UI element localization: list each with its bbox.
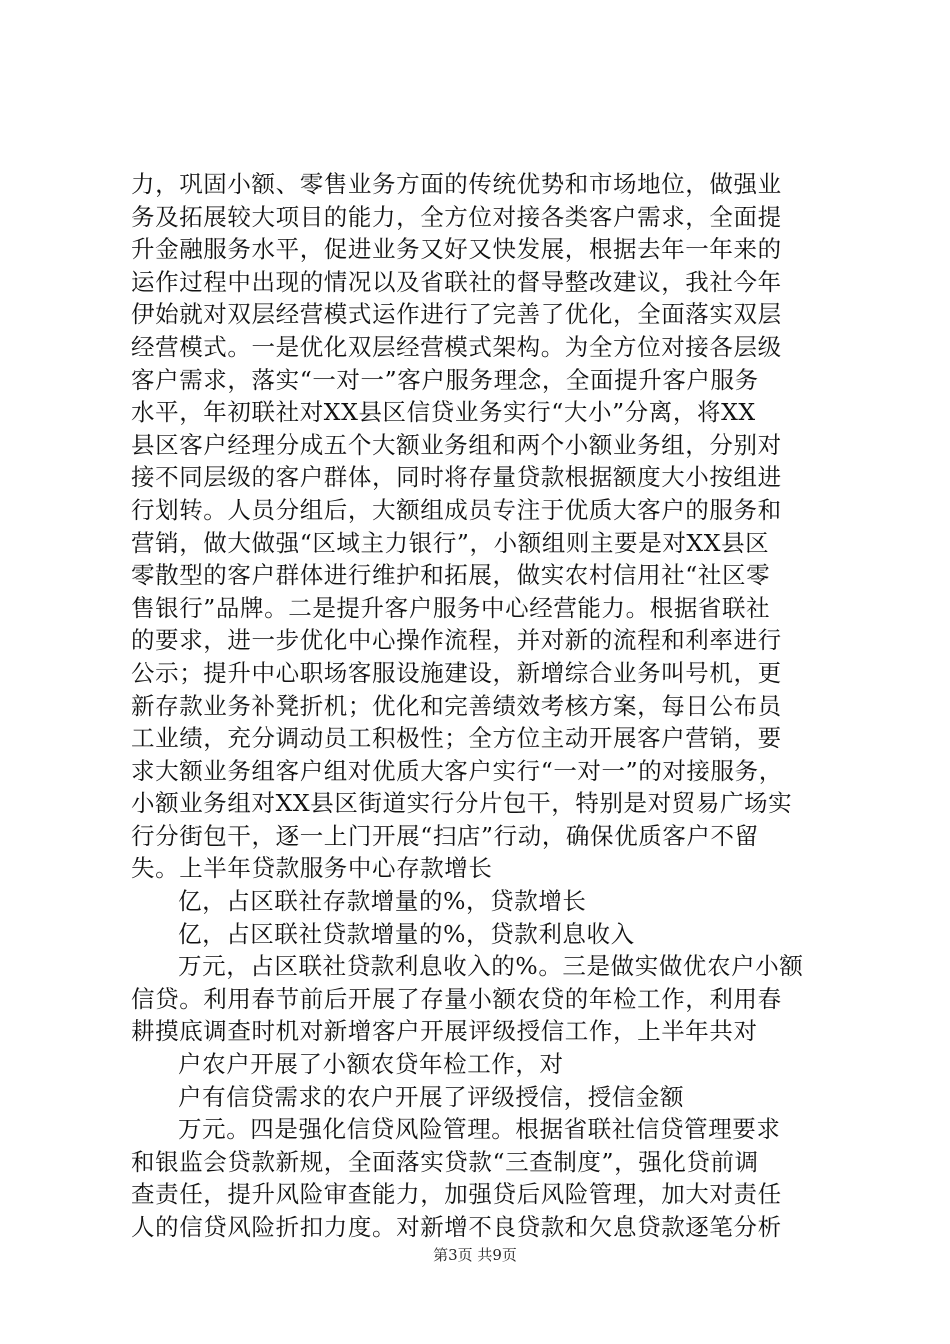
text-line: 户有信贷需求的农户开展了评级授信，授信金额 (178, 1082, 685, 1111)
text-line: 水平，年初联社对XX县区信贷业务实行“大小”分离，将XX (131, 398, 756, 427)
text-line: 查责任，提升风险审查能力，加强贷后风险管理，加大对责任 (131, 1180, 782, 1209)
text-line: 伊始就对双层经营模式运作进行了完善了优化，全面落实双层 (131, 300, 782, 329)
text-line: 失。上半年贷款服务中心存款增长 (131, 854, 493, 883)
text-line: 接不同层级的客户群体，同时将存量贷款根据额度大小按组进 (131, 463, 782, 492)
text-line: 行划转。人员分组后，大额组成员专注于优质大客户的服务和 (131, 495, 782, 524)
text-line: 小额业务组对XX县区街道实行分片包干，特别是对贸易广场实 (131, 789, 793, 818)
text-line: 经营模式。一是优化双层经营模式架构。为全方位对接各层级 (131, 332, 782, 361)
text-line: 新存款业务补凳折机；优化和完善绩效考核方案，每日公布员 (131, 691, 782, 720)
text-line: 工业绩，充分调动员工积极性；全方位主动开展客户营销，要 (131, 724, 782, 753)
text-line: 升金融服务水平，促进业务又好又快发展，根据去年一年来的 (131, 235, 782, 264)
text-line: 公示；提升中心职场客服设施建设，新增综合业务叫号机，更 (131, 658, 782, 687)
text-line: 万元。四是强化信贷风险管理。根据省联社信贷管理要求 (178, 1115, 781, 1144)
text-line: 求大额业务组客户组对优质大客户实行“一对一”的对接服务， (131, 756, 783, 785)
text-line: 售银行”品牌。二是提升客户服务中心经营能力。根据省联社 (131, 593, 771, 622)
page-footer: 第3页 共9页 (433, 1246, 517, 1264)
text-line: 信贷。利用春节前后开展了存量小额农贷的年检工作，利用春 (131, 984, 782, 1013)
text-line: 县区客户经理分成五个大额业务组和两个小额业务组，分别对 (131, 430, 782, 459)
text-line: 力，巩固小额、零售业务方面的传统优势和市场地位，做强业 (131, 170, 782, 198)
text-line: 营销，做大做强“区域主力银行”，小额组则主要是对XX县区 (131, 528, 770, 557)
text-line: 客户需求，落实“一对一”客户服务理念，全面提升客户服务 (131, 365, 759, 394)
text-line: 万元，占区联社贷款利息收入的%。三是做实做优农户小额 (178, 952, 804, 981)
text-line: 零散型的客户群体进行维护和拓展，做实农村信用社“社区零 (131, 561, 771, 590)
body-text (131, 168, 831, 1244)
text-line: 的要求，进一步优化中心操作流程，并对新的流程和利率进行 (131, 626, 782, 655)
text-line: 亿，占区联社存款增量的%，贷款增长 (178, 887, 587, 916)
text-line: 行分街包干，逐一上门开展“扫店”行动，确保优质客户不留 (131, 821, 759, 850)
text-line: 务及拓展较大项目的能力，全方位对接各类客户需求，全面提 (131, 202, 782, 231)
text-line: 耕摸底调查时机对新增客户开展评级授信工作，上半年共对 (131, 1017, 758, 1046)
text-line: 和银监会贷款新规，全面落实贷款“三查制度”，强化贷前调 (131, 1147, 759, 1176)
text-line: 亿，占区联社贷款增量的%，贷款利息收入 (178, 919, 635, 948)
text-line: 户农户开展了小额农贷年检工作，对 (178, 1050, 564, 1079)
text-line: 运作过程中出现的情况以及省联社的督导整改建议，我社今年 (131, 267, 782, 296)
text-line: 人的信贷风险折扣力度。对新增不良贷款和欠息贷款逐笔分析 (131, 1213, 782, 1241)
